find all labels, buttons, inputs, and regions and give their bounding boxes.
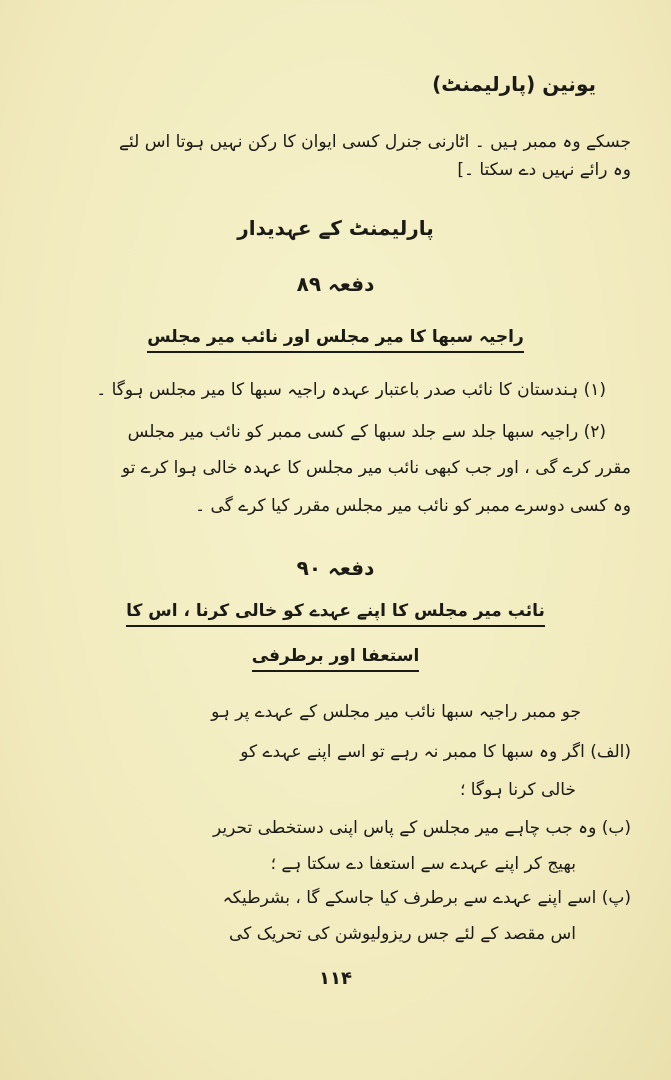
section-90-title-line-1: [0, 600, 671, 627]
section-90-line-2: (الف) اگر وہ سبھا کا ممبر نہ رہے تو اسے اپنے عہدے کو: [240, 742, 631, 762]
chapter-heading: پارلیمنٹ کے عہدیدار: [237, 216, 434, 240]
section-89-label: دفعہ ۸۹: [296, 272, 375, 296]
section-90-line-1: جو ممبر راجیہ سبھا نائب میر مجلس کے عہدے پر ہو: [211, 702, 581, 722]
section-90-line-3: خالی کرنا ہوگا ؛: [459, 780, 576, 800]
running-head: یونین (پارلیمنٹ): [432, 72, 596, 96]
section-90-title-text-2: استعفا اور برطرفی: [252, 646, 420, 672]
intro-line-2: وہ رائے نہیں دے سکتا ۔]: [457, 160, 631, 180]
section-90-line-7: اس مقصد کے لئے جس ریزولیوشن کی تحریک کی: [229, 924, 576, 944]
section-89-line-1: (۱) ہندستان کا نائب صدر باعتبار عہدہ راجیہ سبھا کا میر مجلس ہوگا ۔: [96, 380, 606, 400]
section-90-line-4: (ب) وہ جب چاہے میر مجلس کے پاس اپنی دستخطی تحریر: [213, 818, 631, 838]
section-89-line-3: مقرر کرے گی ، اور جب کبھی نائب میر مجلس کا عہدہ خالی ہوا کرے تو: [121, 458, 631, 478]
section-89-title: [0, 326, 671, 353]
section-90-line-5: بھیج کر اپنے عہدے سے استعفا دے سکتا ہے ؛: [270, 854, 576, 874]
section-90-title-text-1: نائب میر مجلس کا اپنے عہدے کو خالی کرنا ، اس کا: [126, 600, 545, 627]
section-89-line-4: وہ کسی دوسرے ممبر کو نائب میر مجلس مقرر کیا کرے گی ۔: [195, 496, 631, 516]
section-89-line-2: (۲) راجیہ سبھا جلد سے جلد سبھا کے کسی ممبر کو نائب میر مجلس: [127, 422, 606, 442]
page-number: ۱۱۴: [319, 968, 352, 989]
section-90-title-line-2: [0, 646, 671, 672]
intro-line-1: جسکے وہ ممبر ہیں ۔ اٹارنی جنرل کسی ایوان کا رکن نہیں ہوتا اس لئے: [119, 132, 631, 152]
section-90-label: دفعہ ۹۰: [296, 556, 375, 580]
section-90-line-6: (پ) اسے اپنے عہدے سے برطرف کیا جاسکے گا ، بشرطیکہ: [222, 888, 631, 908]
section-89-title-text: راجیہ سبھا کا میر مجلس اور نائب میر مجلس: [147, 326, 524, 353]
